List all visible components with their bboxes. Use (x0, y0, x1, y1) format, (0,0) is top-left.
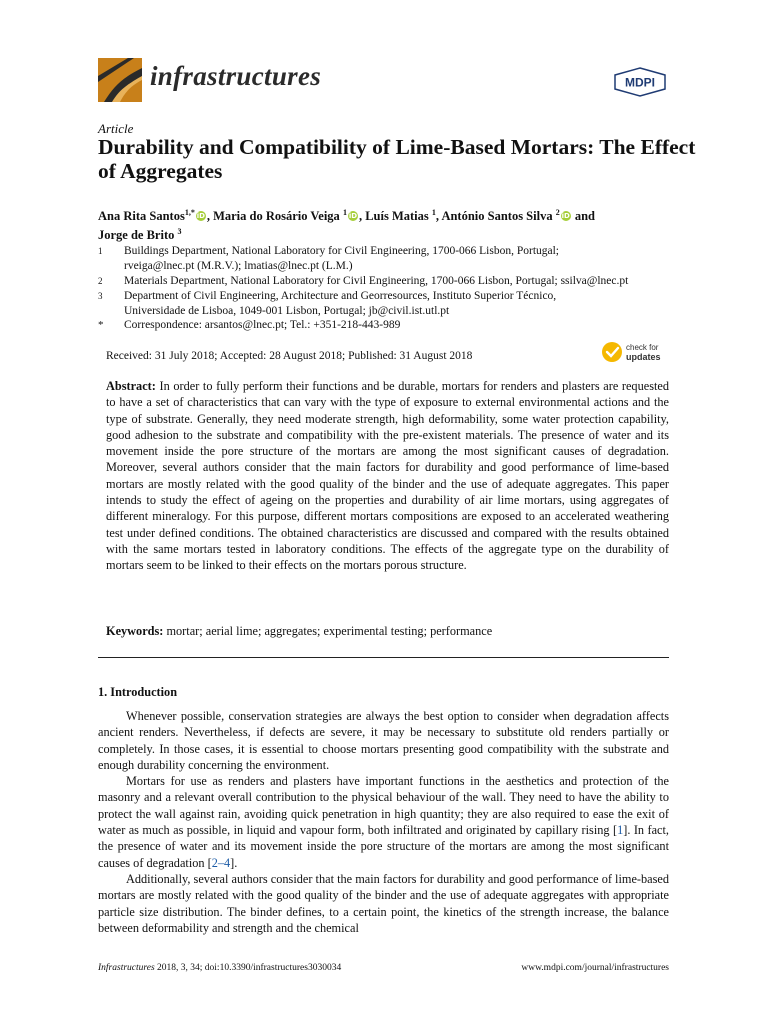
paragraph-text: ]. In fact, the presence of water and its movement inside the pore structure of the mortars are among the most significant causes of degradation [ (98, 823, 669, 870)
affiliation-2 (98, 274, 678, 289)
check-updates-line1: check for (626, 343, 659, 352)
abstract-label: Abstract: (106, 379, 156, 393)
affiliation-number: * (98, 319, 104, 331)
keywords-text: mortar; aerial lime; aggregates; experimental testing; performance (166, 624, 493, 638)
section-heading: 1. Introduction (98, 685, 178, 699)
citation-link[interactable]: 2–4 (211, 855, 231, 870)
author-list (98, 205, 678, 243)
body-text (98, 708, 669, 936)
keywords (106, 624, 669, 639)
orcid-icon[interactable]: iD (561, 212, 570, 221)
author-and: and (571, 209, 595, 224)
paper-title: Durability and Compatibility of Lime-Based Mortars: The Effect of Aggregates (98, 135, 696, 183)
author-name: Ana Rita Santos (98, 209, 185, 224)
correspondence (98, 318, 678, 333)
author-name: António Santos Silva (441, 209, 553, 224)
paragraph-text: Mortars for use as renders and plasters have important functions in the aesthetics and protection of the masonry and a relevant overall contribution to the physical behaviour of the wall. They need to have the ability to protect the wall against rain, avoiding quick penetration in high quantity; they are also required to ease the exit of water as much as possible, in liquid and vapour form, both infiltrated and originated by capillary rising [ (98, 774, 669, 838)
abstract-text: In order to fully perform their functions and be durable, mortars for renders and plasters are requested to have a set of characteristics that can vary with the type of exposure to external environmental actions and the type of substrate. Generally, they need moderate strength, high deformability, some water protection capability, good adhesion to the substrate and compatibility with the pre-existent materials. The presence of water and its movement inside the pore structure of the mortars are among the most significant causes of degradation. Moreover, several authors consider that the main factors for durability and good performance of lime-based mortars are mostly related with the good quality of the binder and the use of adequate aggregates. This paper intends to study the effect of ageing on the properties and durability of air lime mortars, using aggregates of different mineralogy. For this purpose, different mortars compositions are exposed to an accelerated weathering test under defined conditions. The obtained characteristics are discussed and compared with the results obtained with the same mortars tested in laboratory conditions. The effects of the aggregate type on the durability of mortars seem to be linked to their effects on the mortars porous structure. (106, 379, 669, 573)
abstract (106, 378, 669, 574)
author-affiliation-mark: 1 (431, 208, 436, 217)
footer-citation (98, 963, 341, 973)
check-for-updates-button[interactable] (601, 340, 671, 366)
author-name: Jorge de Brito (98, 228, 175, 243)
affiliation-number: 1 (98, 246, 103, 256)
journal-logo-icon (98, 58, 142, 102)
journal-name: infrastructures (150, 61, 322, 91)
mdpi-logo-icon (612, 67, 668, 97)
section-divider (98, 657, 669, 658)
publication-dates: Received: 31 July 2018; Accepted: 28 August 2018; Published: 31 August 2018 (106, 350, 473, 362)
paragraph (98, 773, 669, 871)
affiliation-text: Materials Department, National Laboratory for Civil Engineering, 1700-066 Lisbon, Portugal; ssilva@lnec.pt (124, 275, 629, 287)
affiliation-line: Buildings Department, National Laboratory for Civil Engineering, 1700-066 Lisbon, Portugal; (124, 245, 560, 257)
affiliation-3 (98, 289, 678, 319)
check-updates-icon (602, 342, 622, 362)
check-updates-line2: updates (626, 352, 661, 362)
author-affiliation-mark: 1 (342, 208, 347, 217)
article-type: Article (98, 121, 134, 136)
citation-link[interactable]: 1 (617, 823, 624, 838)
keywords-label: Keywords: (106, 624, 164, 638)
affiliation-line: Universidade de Lisboa, 1049-001 Lisbon, Portugal; jb@civil.ist.utl.pt (124, 304, 450, 317)
author-name: Luís Matias (365, 209, 429, 224)
affiliation-text (124, 244, 559, 273)
affiliation-1 (98, 244, 678, 274)
footer-details: 2018, 3, 34; doi:10.3390/infrastructures3030034 (154, 963, 342, 973)
paragraph: Additionally, several authors consider that the main factors for durability and good performance of lime-based mortars are mostly related with the good quality of the binder and the use of adequate aggregates with appropriate particle size distribution. The binder defines, to a certain point, the kinetics of the strength increase, the balance between deformability and strength and the chemical (98, 871, 669, 935)
paragraph: Whenever possible, conservation strategies are always the best option to consider when degradation affects ancient renders. Nevertheless, if defects are severe, it may be necessary to substitute old renders partially or completely. In those cases, it is essential to choose mortars presenting good compatibility with the substrate and enough durability concerning the environment. (98, 709, 669, 772)
affiliation-line: Department of Civil Engineering, Architecture and Georresources, Instituto Superior Técnico, (124, 290, 557, 302)
author-affiliation-mark: 2 (555, 208, 560, 217)
orcid-icon[interactable]: iD (348, 212, 358, 221)
author-separator: , (206, 209, 214, 224)
paragraph-text: ]. (230, 855, 238, 870)
orcid-icon[interactable]: iD (196, 212, 205, 221)
affiliation-text (124, 289, 556, 318)
affiliation-number: 3 (98, 291, 103, 301)
mdpi-logo-text: MDPI (625, 75, 655, 90)
footer-journal: Infrastructures (98, 963, 155, 973)
author-separator: , (435, 209, 442, 224)
footer-url[interactable]: www.mdpi.com/journal/infrastructures (521, 963, 669, 973)
correspondence-text: Correspondence: arsantos@lnec.pt; Tel.: +351-218-443-989 (124, 319, 401, 331)
affiliation-number: 2 (98, 276, 103, 286)
author-affiliation-mark: 1,* (184, 208, 195, 217)
affiliation-line: rveiga@lnec.pt (M.R.V.); lmatias@lnec.pt (L.M.) (124, 259, 353, 272)
author-affiliation-mark: 3 (177, 227, 182, 237)
author-name: Maria do Rosário Veiga (213, 209, 340, 224)
author-separator: , (358, 209, 366, 224)
